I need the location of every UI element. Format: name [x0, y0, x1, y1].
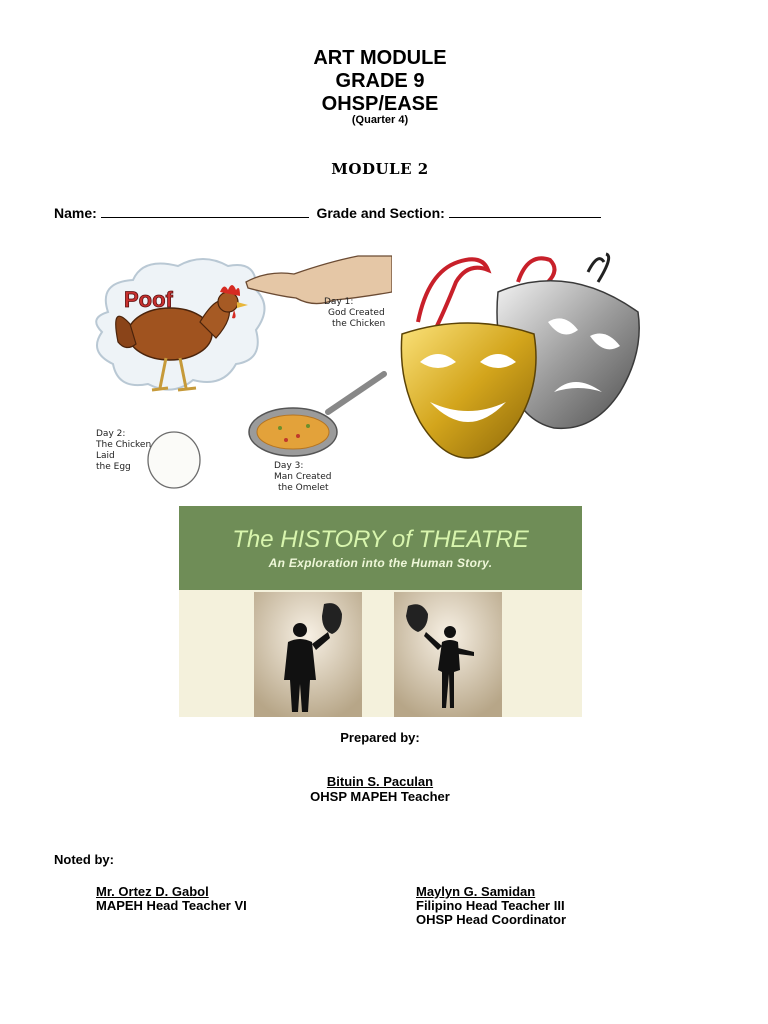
grade-section-label: Grade and Section: [316, 205, 445, 221]
noter-left-name: Mr. Ortez D. Gabol [96, 884, 209, 899]
banner-title: The HISTORY of THEATRE [232, 526, 529, 553]
noter-left-role: MAPEH Head Teacher VI [96, 898, 247, 913]
banner-subtitle: An Exploration into the Human Story. [268, 556, 493, 570]
chicken-egg-cartoon [88, 252, 392, 500]
egg [148, 432, 200, 488]
banner-header [179, 506, 582, 590]
module-number: MODULE 2 [331, 160, 429, 178]
preparer-role: OHSP MAPEH Teacher [310, 789, 450, 804]
student-info-line [54, 205, 601, 221]
pan-handle [328, 374, 384, 412]
omelet [257, 415, 329, 449]
noter-left-block [96, 885, 247, 913]
happy-mask [401, 323, 536, 458]
black-ribbon [588, 254, 609, 282]
day1-caption: Day 1: God Created the Chicken [324, 297, 386, 329]
day3-caption: Day 3: Man Created the Omelet [274, 461, 332, 493]
chicken-body [128, 308, 212, 360]
theatre-masks-image [398, 252, 644, 464]
grade-section-blank [449, 205, 601, 218]
prepared-by-label: Prepared by: [340, 730, 420, 745]
preparer-name: Bituin S. Paculan [326, 774, 434, 789]
program-title: OHSP/EASE [321, 93, 439, 115]
day2-caption: Day 2: The Chicken Laid the Egg [96, 429, 152, 472]
history-of-theatre-banner [179, 506, 582, 717]
noter-right-block [416, 885, 566, 927]
woman-silhouette-photo [394, 592, 502, 717]
noter-right-role-1: Filipino Head Teacher III [416, 898, 565, 913]
red-ribbon [418, 259, 488, 332]
banner-body [179, 590, 582, 717]
noted-by-label: Noted by: [54, 852, 114, 867]
red-ribbon-2 [518, 258, 555, 282]
module-title: ART MODULE [313, 47, 447, 69]
grade-title: GRADE 9 [335, 70, 425, 92]
name-label: Name: [54, 205, 97, 221]
poof-text: Poof [124, 287, 173, 312]
man-silhouette-photo [254, 592, 362, 717]
noter-right-role-2: OHSP Head Coordinator [416, 912, 567, 927]
preparer-name-wrap [0, 774, 760, 789]
name-blank [101, 205, 309, 218]
quarter-label: (Quarter 4) [351, 114, 409, 126]
pointing-hand [246, 256, 392, 304]
noter-right-name: Maylyn G. Samidan [416, 884, 536, 899]
